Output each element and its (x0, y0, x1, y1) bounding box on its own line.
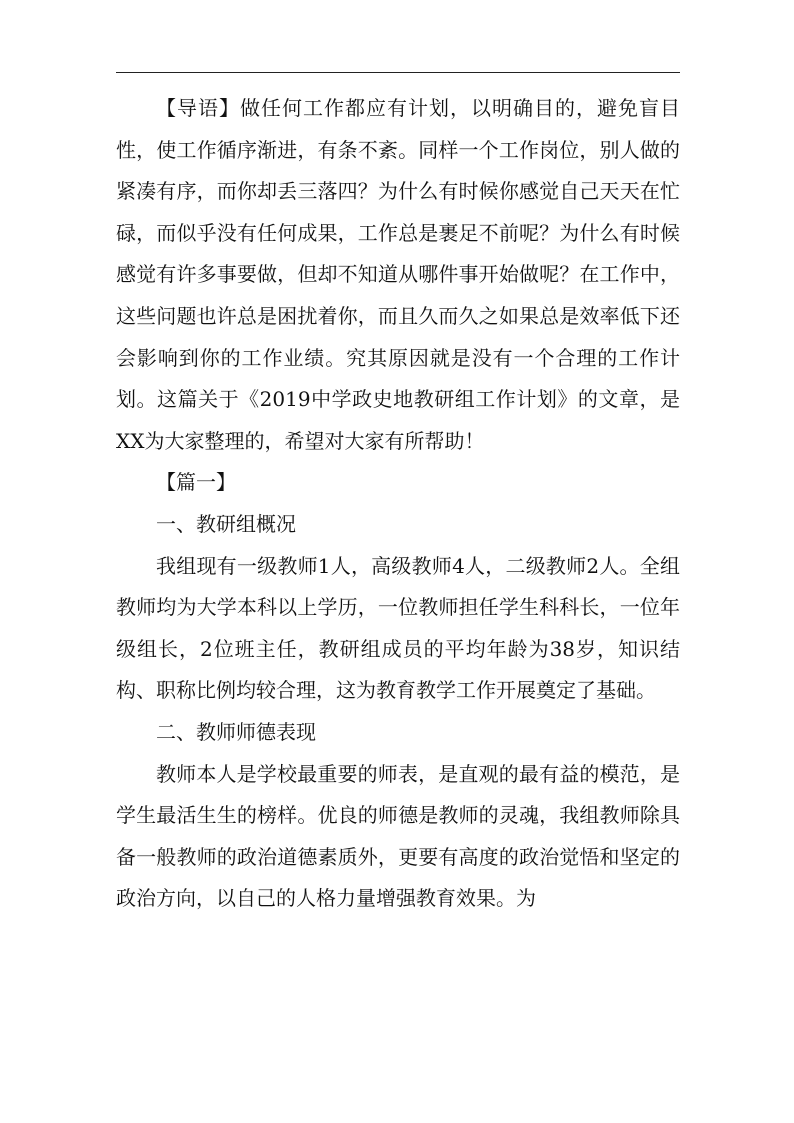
group-overview-paragraph: 我组现有一级教师1人，高级教师4人，二级教师2人。全组教师均为大学本科以上学历，一位教师担任学生科科长，一位年级组长，2位班主任，教研组成员的平均年龄为38岁，知识结构、职称比例均较合理，这为教育教学工作开展奠定了基础。 (116, 553, 680, 703)
section-heading-part-one: 【篇一】 (156, 470, 236, 495)
header-rule (116, 72, 680, 73)
teacher-ethics-paragraph: 教师本人是学校最重要的师表，是直观的最有益的模范，是学生最活生生的榜样。优良的师德是教师的灵魂，我组教师除具备一般教师的政治道德素质外，更要有高度的政治觉悟和坚定的政治方向，以自己的人格力量增强教育效果。为 (116, 761, 680, 911)
document-body (116, 88, 680, 920)
heading-teacher-ethics: 二、教师师德表现 (156, 719, 316, 744)
heading-group-overview: 一、教研组概况 (156, 511, 296, 536)
intro-paragraph: 【导语】做任何工作都应有计划，以明确目的，避免盲目性，使工作循序渐进，有条不紊。同样一个工作岗位，别人做的紧凑有序，而你却丢三落四？为什么有时候你感觉自己天天在忙碌，而似乎没有任何成果，工作总是裹足不前呢？为什么有时候感觉有许多事要做，但却不知道从哪件事开始做呢？在工作中，这些问题也许总是困扰着你，而且久而久之如果总是效率低下还会影响到你的工作业绩。究其原因就是没有一个合理的工作计划。这篇关于《2019中学政史地教研组工作计划》的文章，是XX为大家整理的，希望对大家有所帮助！ (116, 96, 680, 453)
